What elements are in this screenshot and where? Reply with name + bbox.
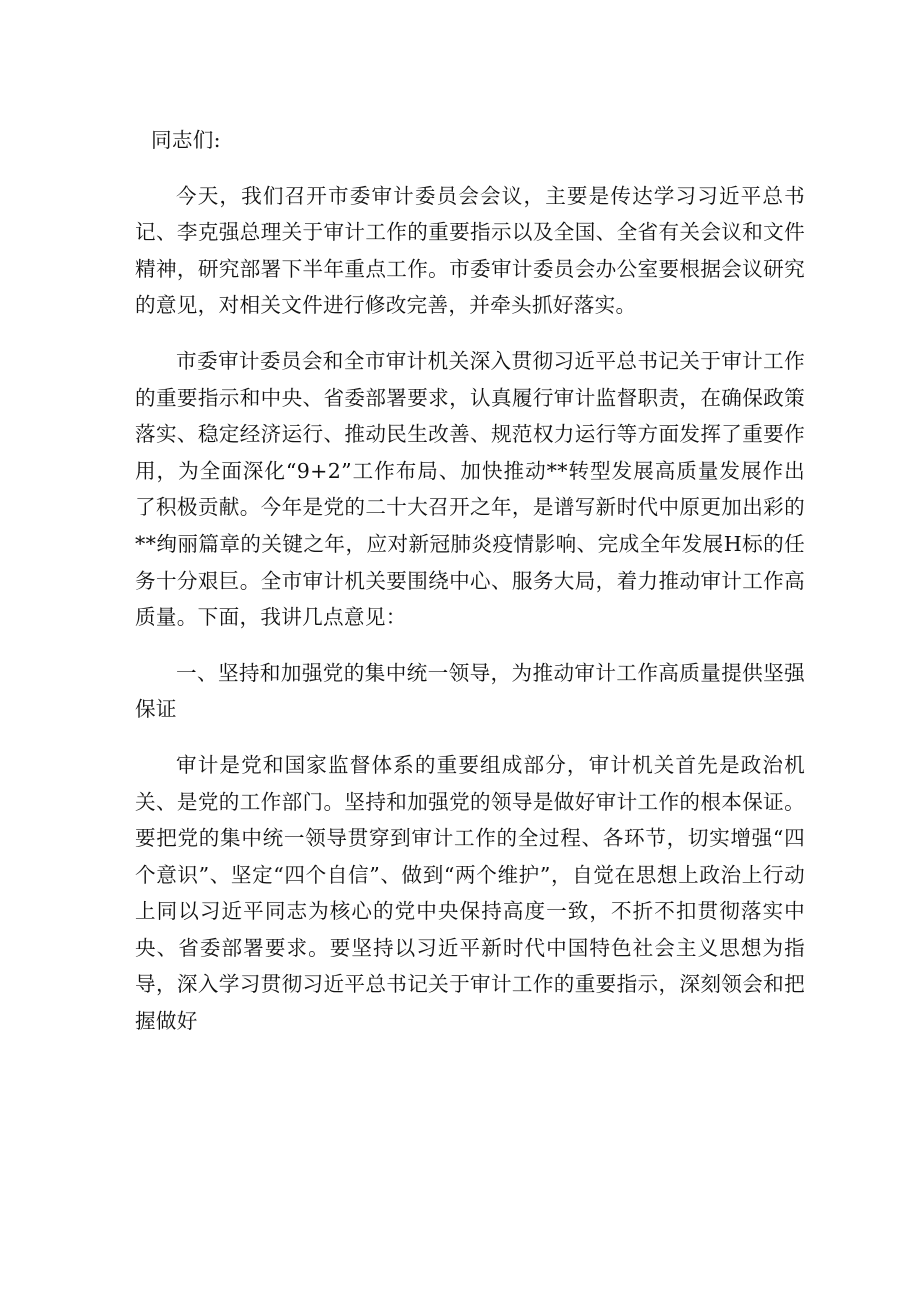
- section-heading-1: 一、坚持和加强党的集中统一领导，为推动审计工作高质量提供坚强保证: [135, 660, 805, 722]
- paragraph-opening: 今天，我们召开市委审计委员会会议，主要是传达学习习近平总书记、李克强总理关于审计工作的重要指示以及全国、全省有关会议和文件精神，研究部署下半年重点工作。市委审计委员会办公室要根据会议研究的意见，对相关文件进行修改完善，并牵头抓好落实。: [135, 183, 805, 318]
- paragraph-party-leadership: 审计是党和国家监督体系的重要组成部分，审计机关首先是政治机关、是党的工作部门。坚持和加强党的领导是做好审计工作的根本保证。要把党的集中统一领导贯穿到审计工作的全过程、各环节，切实增强“四个意识”、坚定“四个自信”、做到“两个维护”，自觉在思想上政治上行动上同以习近平同志为核心的党中央保持高度一致，不折不扣贯彻落实中央、省委部署要求。要坚持以习近平新时代中国特色社会主义思想为指导，深入学习贯彻习近平总书记关于审计工作的重要指示，深刻领会和把握做好: [135, 752, 805, 1034]
- paragraph-achievements: 市委审计委员会和全市审计机关深入贯彻习近平总书记关于审计工作的重要指示和中央、省委部署要求，认真履行审计监督职责，在确保政策落实、稳定经济运行、推动民生改善、规范权力运行等方面发挥了重要作用，为全面深化“9+2”工作布局、加快推动**转型发展高质量发展作出了积极贡献。今年是党的二十大召开之年，是谱写新时代中原更加出彩的**绚丽篇章的关键之年，应对新冠肺炎疫情影响、完成全年发展H标的任务十分艰巨。全市审计机关要围绕中心、服务大局，着力推动审计工作高质量。下面，我讲几点意见：: [135, 348, 805, 630]
- document-body: [135, 122, 805, 1040]
- salutation: 同志们:: [151, 128, 221, 152]
